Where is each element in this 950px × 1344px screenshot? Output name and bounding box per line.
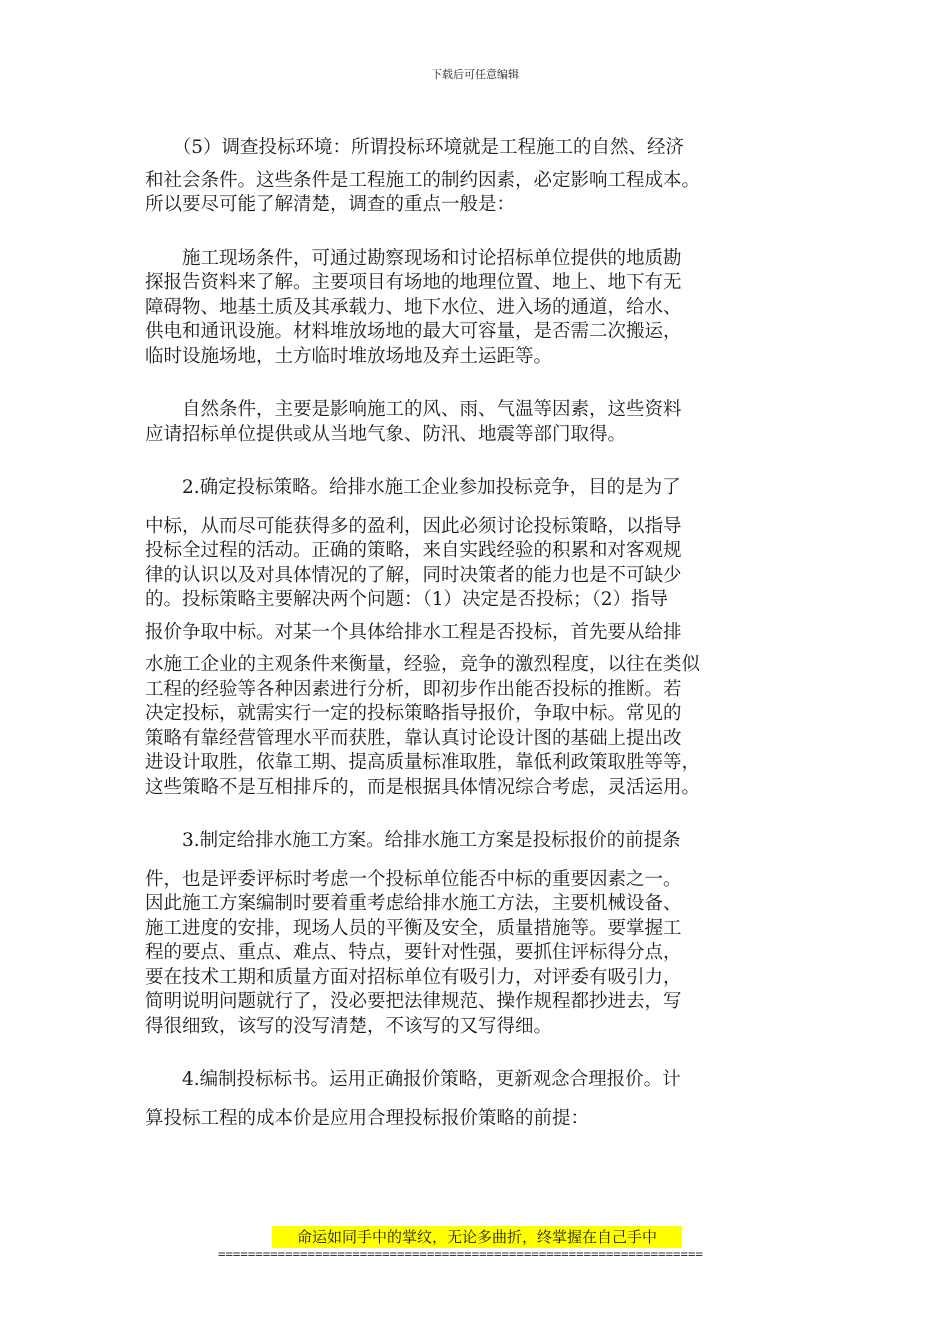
text-line: 工程的经验等各种因素进行分析，即初步作出能否投标的推断。若	[145, 678, 682, 700]
paragraph-natural-conditions	[145, 398, 810, 447]
text-line: 件，也是评委评标时考虑一个投标单位能否中标的重要因素之一。	[145, 868, 682, 890]
text-line: 简明说明问题就行了，没必要把法律规范、操作规程都抄进去，写	[145, 991, 682, 1012]
text-line: 决定投标，就需实行一定的投标策略指导报价，争取中标。常见的	[145, 703, 682, 724]
text-line: 探报告资料来了解。主要项目有场地的地理位置、地上、地下有无	[145, 272, 682, 293]
paragraph-construction-plan	[145, 829, 810, 1039]
footer-divider: =================================================================	[218, 1246, 703, 1261]
text-line: 所以要尽可能了解清楚，调查的重点一般是：	[145, 194, 516, 215]
paragraph-bidding-strategy	[145, 476, 810, 800]
text-line: 要在技术工期和质量方面对招标单位有吸引力，对评委有吸引力，	[145, 966, 682, 988]
page-header: 下载后可任意编辑	[431, 68, 519, 81]
text-line: 律的认识以及对具体情况的了解，同时决策者的能力也是不可缺少	[145, 564, 682, 586]
text-line: 自然条件，主要是影响施工的风、雨、气温等因素，这些资料	[145, 399, 682, 420]
text-line: 水施工企业的主观条件来衡量，经验，竞争的激烈程度，以往在类似	[145, 654, 701, 675]
paragraph-site-conditions	[145, 247, 810, 370]
text-line: 供电和通讯设施。材料堆放场地的最大可容量，是否需二次搬运，	[145, 321, 682, 342]
text-line: 算投标工程的成本价是应用合理投标报价策略的前提：	[145, 1107, 590, 1129]
footer-motto-banner: 命运如同手中的掌纹，无论多曲折，终掌握在自己手中	[272, 1226, 682, 1248]
paragraph-bid-documents	[145, 1068, 810, 1131]
document-body	[145, 136, 810, 1131]
text-line: 得很细致，该写的没写清楚，不该写的又写得细。	[145, 1015, 553, 1037]
text-line: 临时设施场地，土方临时堆放场地及弃土运距等。	[145, 345, 553, 367]
text-line: 因此施工方案编制时要着重考虑给排水施工方法，主要机械设备、	[145, 893, 682, 914]
text-line: 施工现场条件，可通过勘察现场和讨论招标单位提供的地质勘	[145, 247, 682, 269]
text-line: 投标全过程的活动。正确的策略，来自实践经验的积累和对客观规	[145, 540, 682, 561]
text-line: 和社会条件。这些条件是工程施工的制约因素，必定影响工程成本。	[145, 169, 701, 191]
text-line: （5）调查投标环境：所谓投标环境就是工程施工的自然、经济	[145, 137, 685, 158]
text-line: 2.确定投标策略。给排水施工企业参加投标竞争，目的是为了	[145, 477, 681, 498]
paragraph-survey-environment	[145, 136, 810, 218]
text-line: 3.制定给排水施工方案。给排水施工方案是投标报价的前提条	[145, 830, 681, 851]
text-line: 的。投标策略主要解决两个问题：（1）决定是否投标；（2）指导	[145, 589, 669, 610]
text-line: 策略有靠经营管理水平而获胜，靠认真讨论设计图的基础上提出改	[145, 727, 682, 749]
text-line: 应请招标单位提供或从当地气象、防汛、地震等部门取得。	[145, 423, 627, 445]
text-line: 这些策略不是互相排斥的，而是根据具体情况综合考虑，灵活运用。	[145, 776, 701, 798]
text-line: 报价争取中标。对某一个具体给排水工程是否投标，首先要从给排	[145, 621, 682, 643]
text-line: 中标，从而尽可能获得多的盈利，因此必须讨论投标策略，以指导	[145, 515, 682, 537]
text-line: 障碍物、地基土质及其承载力、地下水位、进入场的通道，给水、	[145, 296, 682, 318]
text-line: 4.编制投标标书。运用正确报价策略，更新观念合理报价。计	[145, 1069, 681, 1090]
text-line: 施工进度的安排，现场人员的平衡及安全，质量措施等。要掌握工	[145, 917, 682, 939]
text-line: 进设计取胜，依靠工期、提高质量标准取胜，靠低利政策取胜等等，	[145, 752, 701, 773]
text-line: 程的要点、重点、难点、特点，要针对性强，要抓住评标得分点，	[145, 942, 682, 963]
